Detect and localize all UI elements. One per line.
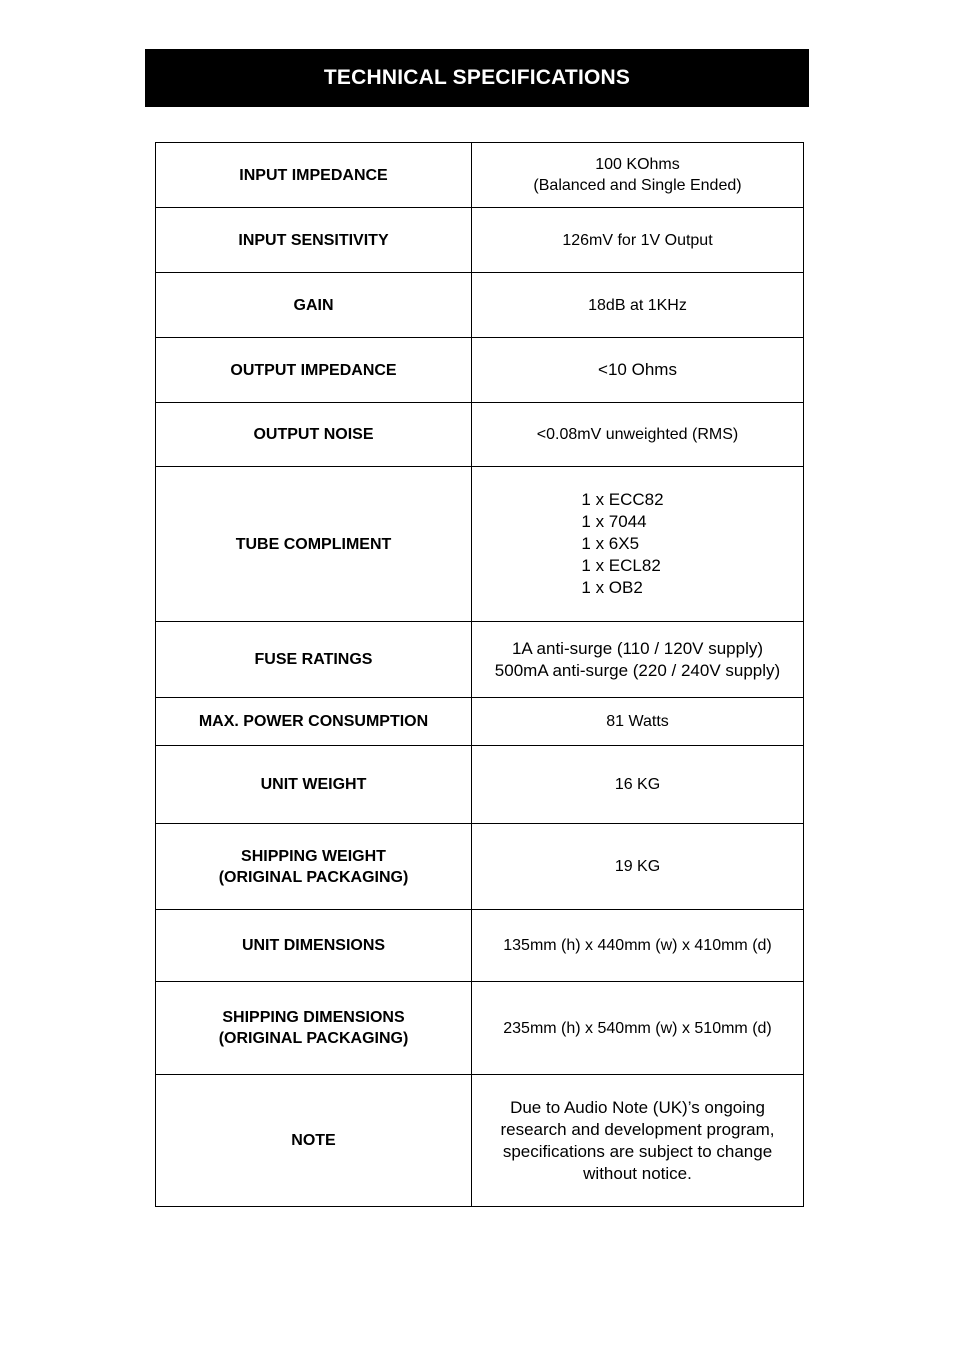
table-row [156, 746, 804, 824]
spec-value [472, 338, 804, 403]
label-line: NOTE [291, 1132, 336, 1149]
label-line: MAX. POWER CONSUMPTION [198, 713, 429, 730]
label-line: (ORIGINAL PACKAGING) [218, 1030, 409, 1047]
spec-value [472, 982, 804, 1075]
spec-label [156, 403, 472, 467]
spec-label [156, 824, 472, 910]
value-line: <0.08mV unweighted (RMS) [536, 426, 739, 443]
spec-label [156, 746, 472, 824]
label-line: SHIPPING WEIGHT [241, 847, 386, 865]
spec-value [472, 746, 804, 824]
table-row [156, 910, 804, 982]
value-line: 500mA anti-surge (220 / 240V supply) [494, 660, 781, 680]
table-row [156, 982, 804, 1075]
table-row [156, 403, 804, 467]
value-line: <10 Ohms [598, 360, 677, 379]
spec-value [472, 467, 804, 622]
label-line: UNIT WEIGHT [260, 776, 367, 793]
tube-item: 1 x OB2 [581, 578, 643, 597]
value-line: 16 KG [614, 776, 661, 793]
value-line: research and development program, [500, 1119, 775, 1139]
label-line: OUTPUT IMPEDANCE [230, 361, 397, 379]
label-line: TUBE COMPLIMENT [235, 535, 392, 553]
value-line: 1A anti-surge (110 / 120V supply) [511, 638, 764, 658]
label-line: GAIN [293, 296, 334, 314]
value-line: 135mm (h) x 440mm (w) x 410mm (d) [503, 937, 772, 954]
label-line: INPUT IMPEDANCE [239, 166, 388, 184]
page-title: TECHNICAL SPECIFICATIONS [145, 49, 809, 107]
label-line: SHIPPING DIMENSIONS [222, 1009, 405, 1026]
value-line: 235mm (h) x 540mm (w) x 510mm (d) [503, 1019, 772, 1037]
spec-value [472, 208, 804, 273]
tube-item: 1 x ECC82 [581, 490, 664, 509]
table-row [156, 1075, 804, 1207]
spec-value [472, 143, 804, 208]
spec-value [472, 273, 804, 338]
table-row [156, 824, 804, 910]
spec-label [156, 982, 472, 1075]
spec-label [156, 273, 472, 338]
label-line: OUTPUT NOISE [253, 426, 374, 443]
spec-value [472, 1075, 804, 1207]
value-line: 126mV for 1V Output [562, 231, 713, 249]
table-row [156, 698, 804, 746]
spec-label [156, 622, 472, 698]
spec-label [156, 910, 472, 982]
table-row [156, 273, 804, 338]
spec-label [156, 338, 472, 403]
table-row [156, 208, 804, 273]
value-line: 81 Watts [606, 713, 669, 730]
spec-label [156, 208, 472, 273]
value-line: 100 KOhms [595, 156, 680, 173]
spec-label [156, 1075, 472, 1207]
spec-value [472, 622, 804, 698]
label-line: (ORIGINAL PACKAGING) [218, 868, 409, 886]
spec-label [156, 698, 472, 746]
table-row [156, 338, 804, 403]
value-line: specifications are subject to change [502, 1141, 773, 1161]
tube-item: 1 x 7044 [581, 512, 647, 531]
value-line: (Balanced and Single Ended) [533, 177, 742, 194]
value-line: without notice. [583, 1163, 692, 1183]
value-line: 19 KG [614, 858, 661, 875]
table-row [156, 143, 804, 208]
label-line: FUSE RATINGS [254, 651, 373, 668]
spec-label [156, 467, 472, 622]
label-line: INPUT SENSITIVITY [238, 231, 389, 249]
spec-value [472, 698, 804, 746]
spec-table [155, 142, 804, 1207]
value-line: 18dB at 1KHz [588, 296, 687, 314]
spec-value [472, 910, 804, 982]
tube-item: 1 x ECL82 [581, 556, 661, 575]
value-line: Due to Audio Note (UK)’s ongoing [510, 1097, 765, 1117]
label-line: UNIT DIMENSIONS [241, 937, 386, 954]
tube-list [581, 489, 663, 599]
tube-item: 1 x 6X5 [581, 534, 640, 553]
table-row [156, 467, 804, 622]
spec-value [472, 824, 804, 910]
table-row [156, 622, 804, 698]
spec-label [156, 143, 472, 208]
spec-value [472, 403, 804, 467]
